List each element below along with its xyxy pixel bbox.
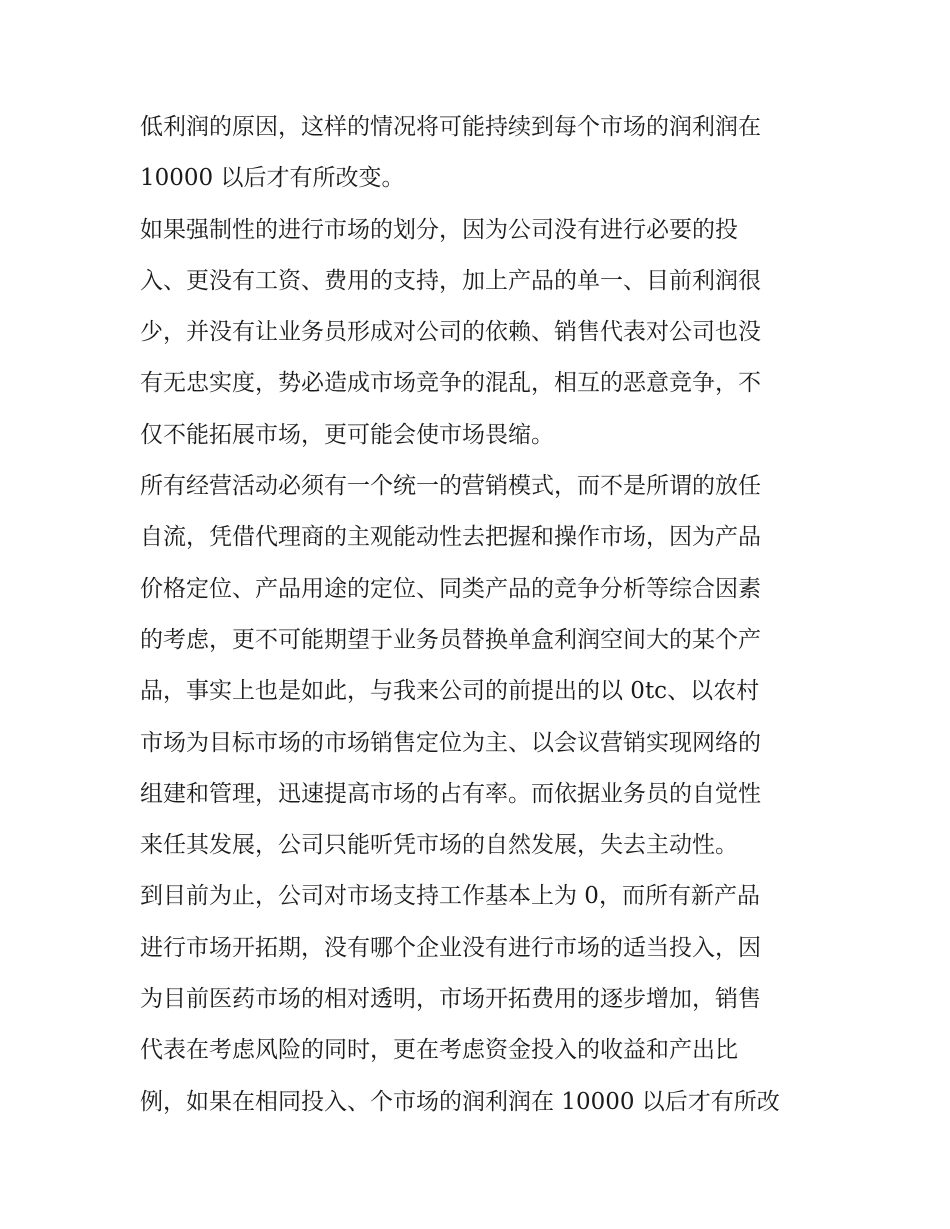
text-line: 进行市场开拓期，没有哪个企业没有进行市场的适当投入，因 bbox=[140, 934, 761, 961]
text-line: 10000 以后才有所改变。 bbox=[140, 165, 405, 192]
text-line: 市场为目标市场的市场销售定位为主、以会议营销实现网络的 bbox=[140, 729, 761, 756]
text-line: 到目前为止，公司对市场支持工作基本上为 0，而所有新产品 bbox=[140, 883, 760, 910]
text-line: 为目前医药市场的相对透明，市场开拓费用的逐步增加，销售 bbox=[140, 986, 761, 1013]
text-line: 自流，凭借代理商的主观能动性去把握和操作市场，因为产品 bbox=[140, 524, 761, 551]
text-line: 入、更没有工资、费用的支持，加上产品的单一、目前利润很 bbox=[140, 267, 761, 294]
text-line: 低利润的原因，这样的情况将可能持续到每个市场的润利润在 bbox=[140, 114, 761, 140]
text-line: 所有经营活动必须有一个统一的营销模式，而不是所谓的放任 bbox=[140, 473, 761, 500]
text-line: 例，如果在相同投入、个市场的润利润在 10000 以后才有所改 bbox=[140, 1088, 780, 1115]
text-line: 少，并没有让业务员形成对公司的依赖、销售代表对公司也没 bbox=[140, 319, 761, 346]
text-line: 有无忠实度，势必造成市场竞争的混乱，相互的恶意竞争，不 bbox=[140, 370, 761, 397]
text-line: 组建和管理，迅速提高市场的占有率。而依据业务员的自觉性 bbox=[140, 780, 761, 807]
text-line: 仅不能拓展市场，更可能会使市场畏缩。 bbox=[140, 421, 554, 448]
text-line: 代表在考虑风险的同时，更在考虑资金投入的收益和产出比 bbox=[140, 1037, 738, 1064]
body-text bbox=[140, 102, 820, 1128]
text-line: 的考虑，更不可能期望于业务员替换单盒利润空间大的某个产 bbox=[140, 626, 761, 653]
text-line: 来任其发展，公司只能听凭市场的自然发展，失去主动性。 bbox=[140, 832, 738, 859]
text-line: 如果强制性的进行市场的划分，因为公司没有进行必要的投 bbox=[140, 216, 738, 243]
text-line: 价格定位、产品用途的定位、同类产品的竞争分析等综合因素 bbox=[140, 575, 761, 602]
text-line: 品，事实上也是如此，与我来公司的前提出的以 0tc、以农村 bbox=[140, 678, 760, 705]
